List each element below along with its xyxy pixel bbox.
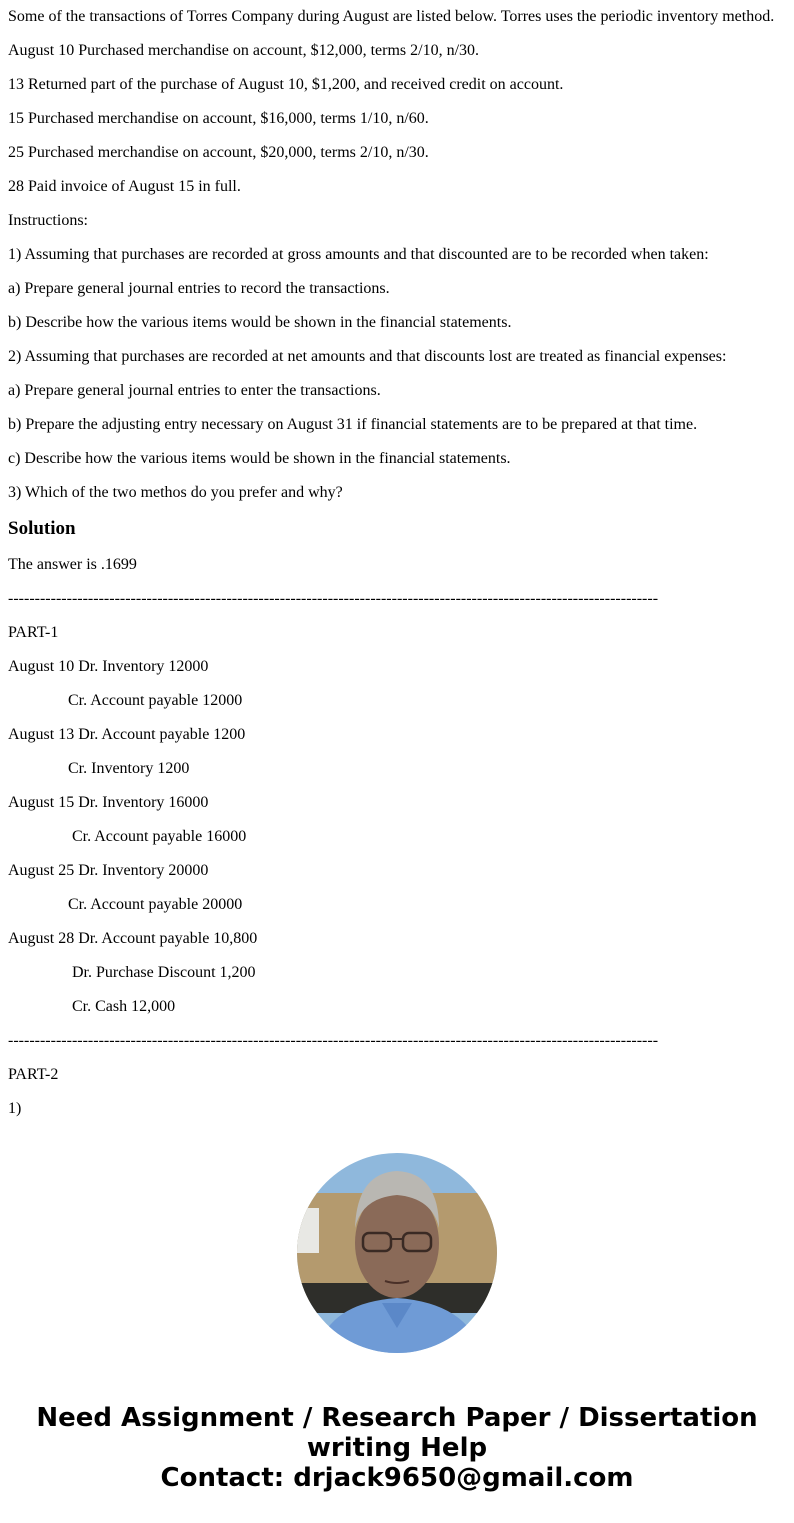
question-line: 25 Purchased merchandise on account, $20,000, terms 2/10, n/30.: [8, 144, 429, 161]
question-line: August 10 Purchased merchandise on account, $12,000, terms 2/10, n/30.: [8, 42, 480, 59]
journal-entry: August 15 Dr. Inventory 16000: [8, 794, 209, 811]
question-line: c) Describe how the various items would be shown in the financial statements.: [8, 450, 511, 467]
question-line: a) Prepare general journal entries to record the transactions.: [8, 280, 390, 297]
journal-entry: August 13 Dr. Account payable 1200: [8, 726, 246, 743]
question-line: 28 Paid invoice of August 15 in full.: [8, 178, 241, 195]
author-photo: [297, 1153, 497, 1353]
question-line: a) Prepare general journal entries to enter the transactions.: [8, 382, 381, 399]
journal-entry: Cr. Cash 12,000: [72, 998, 176, 1015]
part2-label: PART-2: [8, 1066, 59, 1083]
divider: --------------------------------------------------------------------------------------------------------------------------: [8, 1032, 659, 1049]
divider: --------------------------------------------------------------------------------------------------------------------------: [8, 590, 659, 607]
answer-text: The answer is .1699: [8, 556, 137, 573]
journal-entry: Cr. Account payable 12000: [68, 692, 243, 709]
part2-item: 1): [8, 1100, 22, 1117]
question-line: b) Describe how the various items would be shown in the financial statements.: [8, 314, 512, 331]
journal-entry: Cr. Account payable 16000: [72, 828, 247, 845]
part1-label: PART-1: [8, 624, 59, 641]
journal-entry: Cr. Account payable 20000: [68, 896, 243, 913]
journal-entry: Dr. Purchase Discount 1,200: [72, 964, 256, 981]
promo-footer: [0, 1403, 794, 1493]
solution-heading: Solution: [8, 518, 76, 539]
question-line: 15 Purchased merchandise on account, $16,000, terms 1/10, n/60.: [8, 110, 429, 127]
question-line: 3) Which of the two methos do you prefer and why?: [8, 484, 343, 501]
instructions-label: Instructions:: [8, 212, 88, 229]
journal-entry: August 25 Dr. Inventory 20000: [8, 862, 209, 879]
question-line: 1) Assuming that purchases are recorded at gross amounts and that discounted are to be recorded when taken:: [8, 246, 709, 263]
contact-line: Contact: drjack9650@gmail.com: [160, 1463, 634, 1493]
journal-entry: Cr. Inventory 1200: [68, 760, 190, 777]
journal-entry: August 28 Dr. Account payable 10,800: [8, 930, 258, 947]
journal-entry: August 10 Dr. Inventory 12000: [8, 658, 209, 675]
question-intro: Some of the transactions of Torres Company during August are listed below. Torres uses the periodic inventory method.: [8, 8, 775, 25]
promo-line: Need Assignment / Research Paper / Dissertation writing Help: [36, 1403, 758, 1463]
question-line: 13 Returned part of the purchase of August 10, $1,200, and received credit on account.: [8, 76, 564, 93]
question-line: 2) Assuming that purchases are recorded at net amounts and that discounts lost are treated as financial expenses:: [8, 348, 727, 365]
question-line: b) Prepare the adjusting entry necessary on August 31 if financial statements are to be prepared at that time.: [8, 416, 698, 433]
